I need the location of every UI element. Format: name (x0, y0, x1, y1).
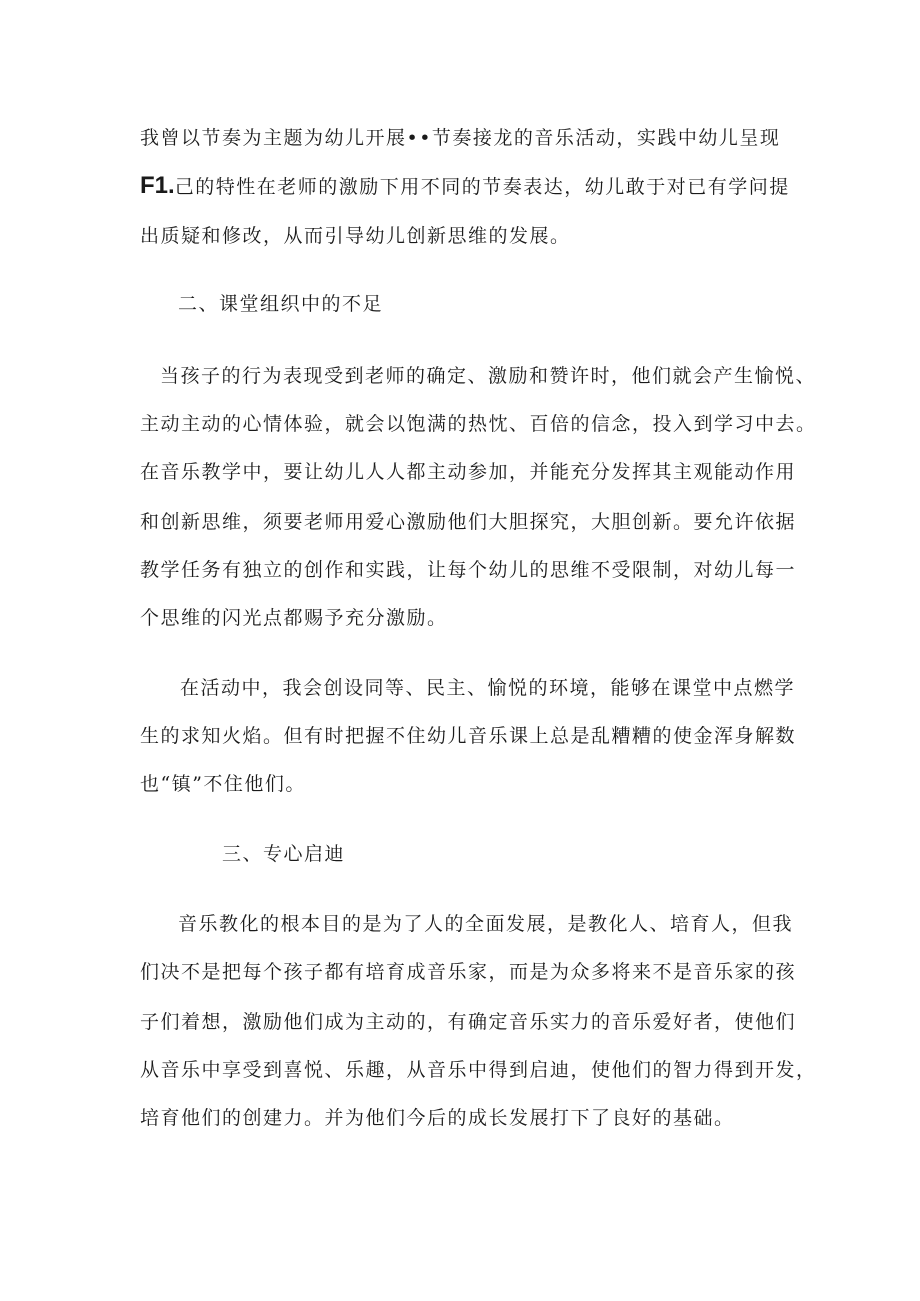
paragraph-4-line-4: 从音乐中享受到喜悦、乐趣，从音乐中得到启迪，使他们的智力得到开发， (140, 1059, 817, 1081)
paragraph-3-line-3: 也“镇”不住他们。 (140, 773, 306, 795)
section-heading-3: 三、专心启迪 (222, 843, 346, 865)
paragraph-3-line-2: 生的求知火焰。但有时把握不住幼儿音乐课上总是乱糟糟的使金浑身解数 (140, 725, 797, 747)
paragraph-2-line-3: 在音乐教学中，要让幼儿人人都主动参加，并能充分发挥其主观能动作用 (140, 461, 797, 483)
paragraph-4-line-5: 培育他们的创建力。并为他们今后的成长发展打下了良好的基础。 (140, 1107, 735, 1129)
paragraph-3-line-1: 在活动中，我会创设同等、民主、愉悦的环境，能够在课堂中点燃学 (180, 677, 796, 699)
paragraph-2-line-5: 教学任务有独立的创作和实践，让每个幼儿的思维不受限制，对幼儿每一 (140, 559, 797, 581)
paragraph-4-line-3: 子们着想，激励他们成为主动的，有确定音乐实力的音乐爱好者，使他们 (140, 1011, 797, 1033)
paragraph-2-line-2: 主动主动的心情体验，就会以饱满的热忱、百倍的信念，投入到学习中去。 (140, 413, 817, 435)
paragraph-4-line-1: 音乐教化的根本目的是为了人的全面发展，是教化人、培育人，但我 (178, 913, 794, 935)
paragraph-1-line-3: 出质疑和修改，从而引导幼儿创新思维的发展。 (140, 225, 571, 247)
paragraph-2-line-6: 个思维的闪光点都赐予充分激励。 (140, 607, 448, 629)
paragraph-1-line-2 (140, 174, 790, 199)
section-heading-2: 二、课堂组织中的不足 (178, 293, 384, 315)
paragraph-1-line-2-prefix: F1. (140, 172, 175, 199)
paragraph-2-line-4: 和创新思维，须要老师用爱心激励他们大胆探究，大胆创新。要允许依据 (140, 511, 797, 533)
paragraph-2-line-1: 当孩子的行为表现受到老师的确定、激励和赞许时，他们就会产生愉悦、 (160, 365, 817, 387)
paragraph-1-line-1: 我曾以节奏为主题为幼儿开展••节奏接龙的音乐活动，实践中幼儿呈现 (140, 127, 781, 149)
paragraph-1-line-2-text: 己的特性在老师的激励下用不同的节奏表达，幼儿敢于对已有学问提 (174, 176, 790, 198)
paragraph-4-line-2: 们决不是把每个孩子都有培育成音乐家，而是为众多将来不是音乐家的孩 (140, 961, 797, 983)
